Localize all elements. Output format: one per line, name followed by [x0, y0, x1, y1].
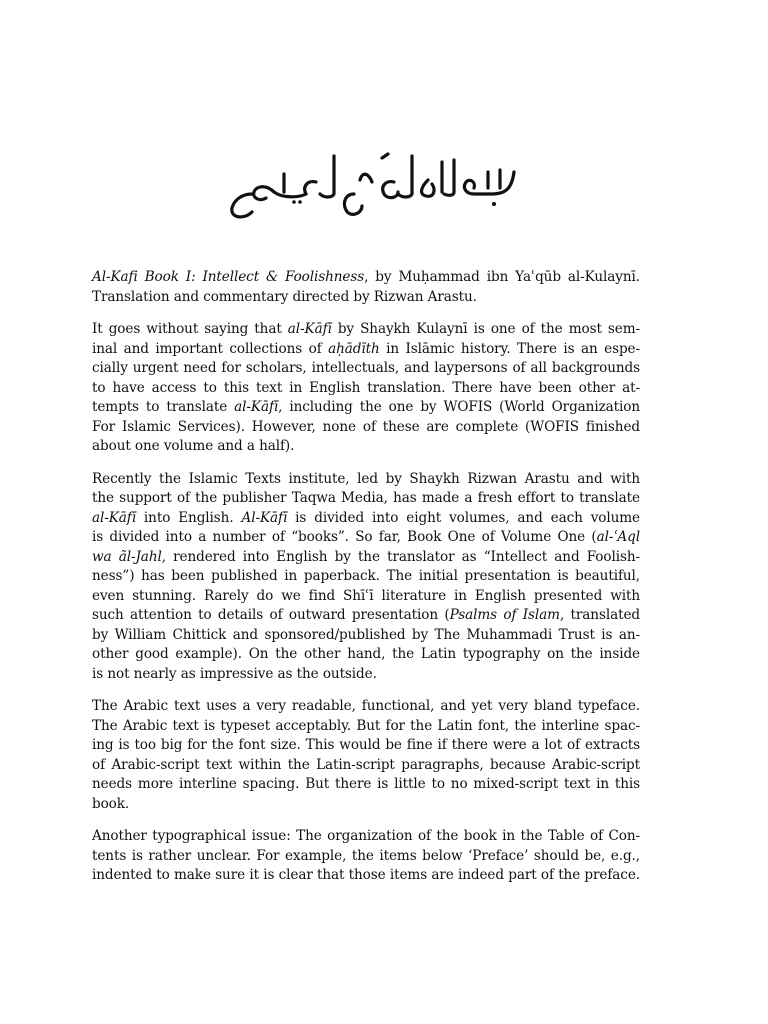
paragraph-intro [92, 320, 640, 457]
text-line: is not nearly as impressive as the outside. [92, 665, 377, 682]
text-line: tents is rather unclear. For example, the items below ‘Preface’ should be, e.g., [92, 847, 640, 864]
text-line: ing is too big for the font size. This would be fine if there were a lot of extracts [92, 737, 640, 753]
text-line: about one volume and a half). [92, 438, 295, 454]
text-line: Translation and commentary directed by Rizwan Arastu. [92, 288, 477, 305]
text-line: ness”) has been published in paperback. The initial presentation is beautiful, [92, 568, 640, 584]
paragraph-translation [92, 470, 640, 685]
text-line: cially urgent need for scholars, intellectuals, and laypersons of all backgrounds [92, 360, 640, 376]
paragraph-arabic-text [92, 697, 640, 814]
text-line: such attention to details of outward presentation (Psalms of Islam, translated [92, 607, 641, 623]
text-line: wa ãl-Jahl, rendered into English by the translator as “Intellect and Foolish- [92, 548, 640, 565]
text-line: to have access to this text in English translation. There have been other at- [92, 379, 640, 396]
basmala-calligraphy [222, 142, 522, 222]
text-line: Al-Kafi Book I: Intellect & Foolishness, by Muḥammad ibn Yaʿqūb al-Kulaynī. [92, 269, 641, 285]
text-line: needs more interline spacing. But there is little to no mixed-script text in this [92, 776, 640, 792]
text-line: of Arabic-script text within the Latin-script paragraphs, because Arabic-script [92, 756, 640, 773]
text-line: is divided into a number of “books”. So far, Book One of Volume One (al-ʿAql [92, 529, 640, 545]
text-line: The Arabic text uses a very readable, functional, and yet very bland typeface. [92, 698, 640, 714]
paragraph-typography [92, 827, 640, 886]
text-line: It goes without saying that al-Kāfī by Shaykh Kulaynī is one of the most sem- [92, 321, 640, 337]
article-body [92, 268, 640, 899]
text-line: Another typographical issue: The organization of the book in the Table of Con- [92, 828, 640, 844]
paragraph-citation [92, 268, 640, 307]
text-line: al-Kāfī into English. Al-Kāfī is divided into eight volumes, and each volume [92, 509, 640, 526]
text-line: The Arabic text is typeset acceptably. But for the Latin font, the interline spac- [92, 717, 640, 734]
text-line: For Islamic Services). However, none of these are complete (WOFIS finished [92, 418, 640, 435]
text-line: by William Chittick and sponsored/published by The Muhammadi Trust is an- [92, 626, 640, 643]
text-line: the support of the publisher Taqwa Media, has made a fresh effort to translate [92, 490, 640, 506]
text-line: Recently the Islamic Texts institute, led by Shaykh Rizwan Arastu and with [92, 470, 640, 487]
text-line: even stunning. Rarely do we find Shīʿī literature in English presented with [92, 587, 640, 604]
text-line: indented to make sure it is clear that those items are indeed part of the preface. [92, 867, 640, 883]
text-line: tempts to translate al-Kāfī, including the one by WOFIS (World Organization [92, 399, 640, 415]
text-line: book. [92, 795, 130, 812]
text-line: inal and important collections of aḥādīth in Islāmic history. There is an espe- [92, 340, 640, 357]
book-title: Al-Kafi Book I: Intellect & Foolishness [92, 269, 365, 285]
text-line: other good example). On the other hand, the Latin typography on the inside [92, 646, 640, 662]
